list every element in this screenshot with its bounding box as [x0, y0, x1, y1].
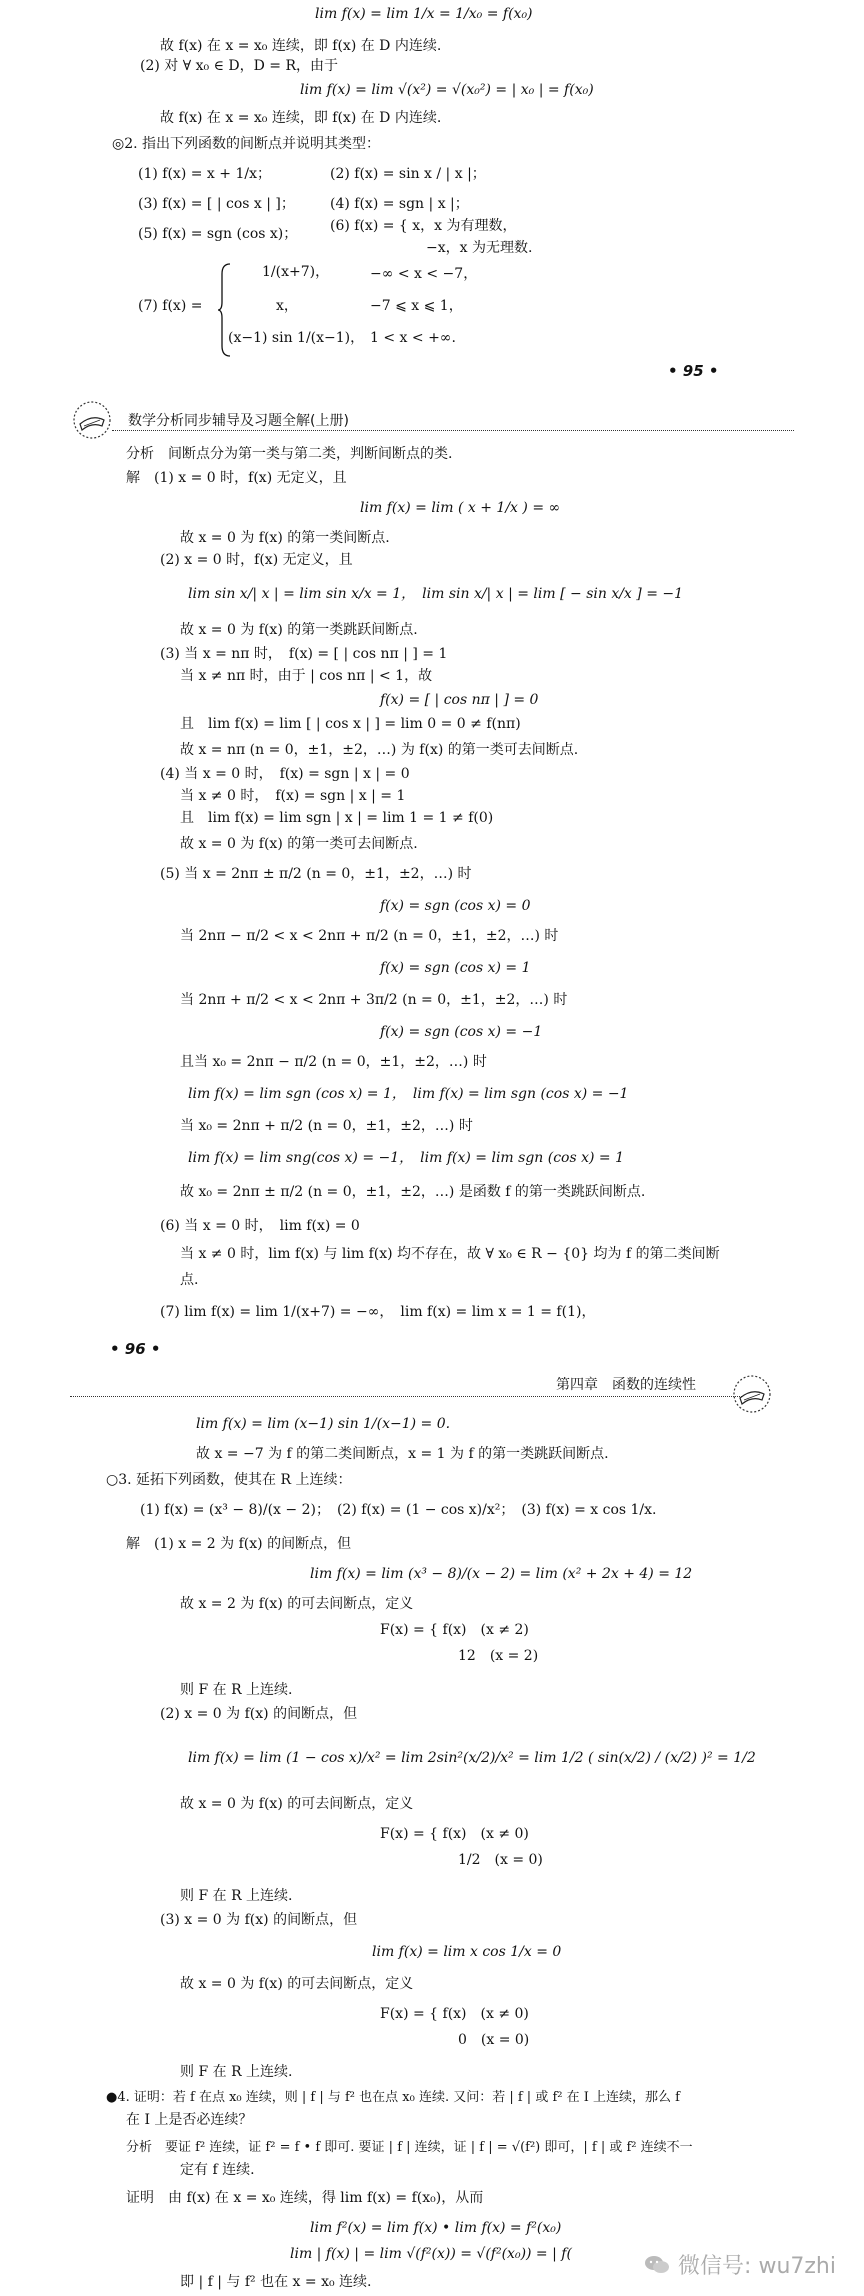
page-number: • 96 • — [110, 1340, 161, 1358]
limit-equation: lim f²(x) = lim f(x) • lim f(x) = f²(x₀) — [310, 2220, 562, 2236]
text-line: 则 F 在 R 上连续. — [180, 1888, 293, 1904]
text-line: 故 x = 2 为 f(x) 的可去间断点，定义 — [180, 1596, 414, 1612]
text-line: 故 x = 0 为 f(x) 的可去间断点，定义 — [180, 1976, 414, 1992]
piece-domain: 1 < x < +∞. — [370, 330, 456, 346]
text-line: (5) 当 x = 2nπ ± π/2 (n = 0，±1，±2，…) 时 — [160, 866, 472, 882]
piece-domain: −∞ < x < −7， — [370, 266, 478, 282]
limit-equation: lim f(x) = lim √(x²) = √(x₀²) = | x₀ | = f(x₀) — [300, 82, 594, 98]
limit-equation: lim f(x) = lim (x−1) sin 1/(x−1) = 0. — [196, 1416, 451, 1432]
text-line: 即 | f | 与 f² 也在 x = x₀ 连续. — [180, 2274, 372, 2290]
piece-domain: −7 ⩽ x ⩽ 1， — [370, 298, 463, 314]
exercise-heading: ○3. 延拓下列函数，使其在 R 上连续： — [106, 1472, 352, 1488]
page-number: • 95 • — [668, 362, 719, 380]
text-line: 故 x = 0 为 f(x) 的第一类跳跃间断点. — [180, 622, 418, 638]
header-rule — [112, 430, 794, 431]
text-line: 当 x ≠ 0 时，lim f(x) 与 lim f(x) 均不存在，故 ∀ x₀ ∈ R − {0} 均为 f 的第二类间断 — [180, 1246, 720, 1262]
limit-equation: lim | f(x) | = lim √(f²(x)) = √(f²(x₀)) = | f( — [290, 2246, 572, 2262]
text-line: 当 x₀ = 2nπ + π/2 (n = 0，±1，±2，…) 时 — [180, 1118, 473, 1134]
text-line: 且当 x₀ = 2nπ − π/2 (n = 0，±1，±2，…) 时 — [180, 1054, 487, 1070]
text-line: (2) 对 ∀ x₀ ∈ D，D = R，由于 — [140, 58, 339, 74]
piecewise-def: F(x) = { f(x) (x ≠ 2) — [380, 1622, 529, 1638]
text-line: (7) lim f(x) = lim 1/(x+7) = −∞， lim f(x) = lim x = 1 = f(1)， — [160, 1304, 596, 1320]
equation: f(x) = [ | cos nπ | ] = 0 — [380, 692, 539, 708]
text-line: 故 x = nπ (n = 0，±1，±2，…) 为 f(x) 的第一类可去间断点. — [180, 742, 579, 758]
function-item: (4) f(x) = sgn | x |； — [330, 196, 469, 212]
limit-equation: lim f(x) = lim sgn (cos x) = 1， lim f(x) = lim sgn (cos x) = −1 — [188, 1086, 629, 1102]
limit-equation: lim f(x) = lim 1/x = 1/x₀ = f(x₀) — [315, 6, 533, 22]
text-line: 当 x ≠ nπ 时，由于 | cos nπ | < 1，故 — [180, 668, 433, 684]
text-line: (2) x = 0 为 f(x) 的间断点，但 — [160, 1706, 358, 1722]
text-line: 故 x = −7 为 f 的第二类间断点，x = 1 为 f 的第一类跳跃间断点. — [196, 1446, 609, 1462]
text-line: 故 x₀ = 2nπ ± π/2 (n = 0，±1，±2，…) 是函数 f 的第一类跳跃间断点. — [180, 1184, 646, 1200]
text-line: (4) 当 x = 0 时， f(x) = sgn | x | = 0 — [160, 766, 410, 782]
text-line: (2) x = 0 时，f(x) 无定义，且 — [160, 552, 353, 568]
equation: f(x) = sgn (cos x) = 0 — [380, 898, 531, 914]
limit-equation: lim f(x) = lim (x³ − 8)/(x − 2) = lim (x² + 2x + 4) = 12 — [310, 1566, 693, 1582]
watermark — [644, 2249, 836, 2280]
function-item: −x，x 为无理数. — [426, 240, 533, 256]
analysis-line: 分析 要证 f² 连续，证 f² = f • f 即可. 要证 | f | 连续，证 | f | = √(f²) 即可，| f | 或 f² 连续不一 — [126, 2140, 693, 2155]
book-logo-icon — [732, 1374, 772, 1414]
text-line: (6) 当 x = 0 时， lim f(x) = 0 — [160, 1218, 360, 1234]
equation: f(x) = sgn (cos x) = 1 — [380, 960, 531, 976]
running-header: 数学分析同步辅导及习题全解(上册) — [128, 413, 349, 429]
piece-expression: (x−1) sin 1/(x−1)， — [228, 330, 365, 346]
text-line: 故 x = 0 为 f(x) 的第一类可去间断点. — [180, 836, 418, 852]
text-line: 故 x = 0 为 f(x) 的可去间断点，定义 — [180, 1796, 414, 1812]
piecewise-def: 12 (x = 2) — [458, 1648, 539, 1664]
book-logo-icon — [72, 400, 112, 440]
piecewise-def: 1/2 (x = 0) — [458, 1852, 543, 1868]
piecewise-def: 0 (x = 0) — [458, 2032, 530, 2048]
function-item: (6) f(x) = { x，x 为有理数， — [330, 218, 517, 234]
text-line: 故 f(x) 在 x = x₀ 连续，即 f(x) 在 D 内连续. — [160, 110, 442, 126]
equation: f(x) = sgn (cos x) = −1 — [380, 1024, 543, 1040]
running-header: 第四章 函数的连续性 — [556, 1377, 696, 1393]
exercise-heading: ●4. 证明：若 f 在点 x₀ 连续，则 | f | 与 f² 也在点 x₀ 连续. 又问：若 | f | 或 f² 在 I 上连续，那么 f — [106, 2090, 680, 2105]
piece-expression: x， — [276, 298, 298, 314]
limit-equation: lim f(x) = lim ( x + 1/x ) = ∞ — [360, 500, 561, 516]
watermark-text: 微信号: wu7zhi — [678, 2254, 836, 2279]
exercise-heading: ◎2. 指出下列函数的间断点并说明其类型： — [112, 136, 381, 152]
limit-equation: lim f(x) = lim sng(cos x) = −1， lim f(x) = lim sgn (cos x) = 1 — [188, 1150, 625, 1166]
text-line: 定有 f 连续. — [180, 2162, 255, 2178]
piecewise-def: F(x) = { f(x) (x ≠ 0) — [380, 1826, 529, 1842]
proof-line: 证明 由 f(x) 在 x = x₀ 连续，得 lim f(x) = f(x₀)，从而 — [126, 2190, 484, 2206]
function-item: (5) f(x) = sgn (cos x)； — [138, 226, 298, 242]
limit-equation: lim f(x) = lim x cos 1/x = 0 — [372, 1944, 562, 1960]
function-item: (3) f(x) = [ | cos x | ]； — [138, 196, 295, 212]
wechat-icon — [644, 2254, 670, 2276]
text-line: 点. — [180, 1272, 199, 1288]
piecewise-def: F(x) = { f(x) (x ≠ 0) — [380, 2006, 529, 2022]
text-line: 故 f(x) 在 x = x₀ 连续，即 f(x) 在 D 内连续. — [160, 38, 442, 54]
function-item: (1) f(x) = x + 1/x； — [138, 166, 271, 182]
text-line: 且 lim f(x) = lim sgn | x | = lim 1 = 1 ≠ f(0) — [180, 810, 494, 826]
function-item: (7) f(x) = — [138, 298, 203, 314]
text-line: 则 F 在 R 上连续. — [180, 1682, 293, 1698]
text-line: 当 x ≠ 0 时， f(x) = sgn | x | = 1 — [180, 788, 406, 804]
text-line: 故 x = 0 为 f(x) 的第一类间断点. — [180, 530, 390, 546]
limit-equation: lim sin x/| x | = lim sin x/x = 1， lim sin x/| x | = lim [ − sin x/x ] = −1 — [188, 586, 684, 602]
analysis-line: 分析 间断点分为第一类与第二类，判断间断点的类. — [126, 446, 453, 462]
text-line: (3) x = 0 为 f(x) 的间断点，但 — [160, 1912, 358, 1928]
function-item: (2) f(x) = sin x / | x |； — [330, 166, 486, 182]
solution-line: 解 (1) x = 0 时，f(x) 无定义，且 — [126, 470, 347, 486]
header-rule — [70, 1396, 754, 1397]
text-line: (3) 当 x = nπ 时， f(x) = [ | cos nπ | ] = 1 — [160, 646, 448, 662]
text-line: 当 2nπ + π/2 < x < 2nπ + 3π/2 (n = 0，±1，±2，…) 时 — [180, 992, 568, 1008]
text-line: 则 F 在 R 上连续. — [180, 2064, 293, 2080]
text-line: 当 2nπ − π/2 < x < 2nπ + π/2 (n = 0，±1，±2，…) 时 — [180, 928, 559, 944]
piece-expression: 1/(x+7)， — [262, 264, 330, 280]
text-line: 且 lim f(x) = lim [ | cos x | ] = lim 0 = 0 ≠ f(nπ) — [180, 716, 521, 732]
limit-equation: lim f(x) = lim (1 − cos x)/x² = lim 2sin²(x/2)/x² = lim 1/2 ( sin(x/2) / (x/2) )² = 1/2 — [188, 1750, 756, 1766]
solution-line: 解 (1) x = 2 为 f(x) 的间断点，但 — [126, 1536, 352, 1552]
function-items: (1) f(x) = (x³ − 8)/(x − 2)； (2) f(x) = (1 − cos x)/x²； (3) f(x) = x cos 1/x. — [140, 1502, 657, 1518]
text-line: 在 I 上是否必连续？ — [126, 2112, 253, 2128]
